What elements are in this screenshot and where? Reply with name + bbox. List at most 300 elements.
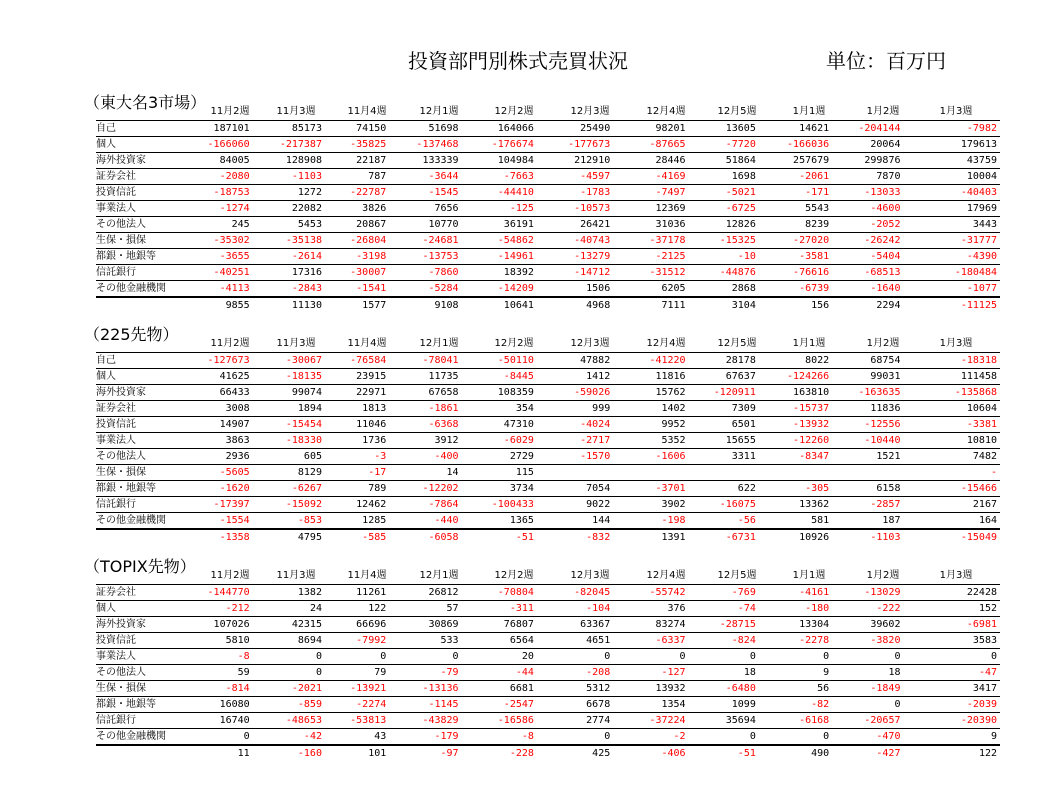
value-cell: -3701 (613, 481, 688, 497)
value-cell: -74 (689, 601, 759, 617)
value-cell: 0 (253, 665, 325, 681)
value-cell: 98201 (613, 121, 688, 137)
row-label: 海外投資家 (96, 385, 196, 401)
value-cell: 43759 (903, 153, 1000, 169)
value-cell: -305 (759, 481, 832, 497)
value-cell: -87665 (613, 137, 688, 153)
value-cell: -37224 (613, 713, 688, 729)
value-cell: 376 (613, 601, 688, 617)
row-label: 投資信託 (96, 185, 196, 201)
value-cell: 18392 (462, 265, 537, 281)
value-cell: -470 (832, 729, 903, 746)
value-cell: -26804 (325, 233, 389, 249)
value-cell: -6368 (389, 417, 461, 433)
value-cell: 11046 (325, 417, 389, 433)
value-cell: -97 (389, 745, 461, 761)
row-label: 証券会社 (96, 169, 196, 185)
total-row (96, 745, 1000, 761)
value-cell: 30869 (389, 617, 461, 633)
column-header: 12月3週 (570, 570, 610, 581)
row-label (96, 529, 196, 545)
value-cell (759, 465, 832, 481)
value-cell: -15325 (689, 233, 759, 249)
table-row (96, 249, 1000, 265)
column-header: 11月3週 (276, 570, 316, 581)
value-cell: -2039 (903, 697, 1000, 713)
value-cell: 63367 (537, 617, 613, 633)
data-table (96, 352, 1000, 545)
value-cell: -15092 (253, 497, 325, 513)
value-cell: -1570 (537, 449, 613, 465)
total-row (96, 297, 1000, 313)
section-title: （東大名3市場） (84, 93, 207, 112)
value-cell: 76807 (462, 617, 537, 633)
column-header: 11月2週 (210, 570, 250, 581)
value-cell: 1099 (689, 697, 759, 713)
value-cell: 11130 (253, 297, 325, 313)
row-label: 証券会社 (96, 401, 196, 417)
value-cell: 43 (325, 729, 389, 746)
value-cell: 6501 (689, 417, 759, 433)
value-cell: 164066 (462, 121, 537, 137)
value-cell: 1521 (832, 449, 903, 465)
value-cell: -13932 (759, 417, 832, 433)
value-cell (537, 465, 613, 481)
table-row (96, 185, 1000, 201)
value-cell: -7663 (462, 169, 537, 185)
value-cell: 3311 (689, 449, 759, 465)
value-cell: 1285 (325, 513, 389, 530)
table-row (96, 281, 1000, 298)
row-label: 個人 (96, 369, 196, 385)
table-row (96, 649, 1000, 665)
column-header: 12月5週 (717, 106, 757, 117)
value-cell: 66696 (325, 617, 389, 633)
value-cell: -10573 (537, 201, 613, 217)
value-cell: 14 (389, 465, 461, 481)
value-cell: -4390 (903, 249, 1000, 265)
value-cell: -12556 (832, 417, 903, 433)
column-header: 11月2週 (210, 106, 250, 117)
value-cell: -18330 (253, 433, 325, 449)
value-cell: -814 (196, 681, 252, 697)
value-cell: 20064 (832, 137, 903, 153)
row-label: 生保・損保 (96, 681, 196, 697)
value-cell: -3 (325, 449, 389, 465)
value-cell: 84005 (196, 153, 252, 169)
value-cell: -427 (832, 745, 903, 761)
value-cell: 16740 (196, 713, 252, 729)
value-cell: -15049 (903, 529, 1000, 545)
value-cell: 3417 (903, 681, 1000, 697)
value-cell: 605 (253, 449, 325, 465)
value-cell: -6029 (462, 433, 537, 449)
value-cell: -35302 (196, 233, 252, 249)
value-cell: -24681 (389, 233, 461, 249)
value-cell: 0 (389, 649, 461, 665)
value-cell: -16075 (689, 497, 759, 513)
value-cell: 17316 (253, 265, 325, 281)
value-cell: 51864 (689, 153, 759, 169)
value-cell: 5352 (613, 433, 688, 449)
value-cell: - (903, 465, 1000, 481)
value-cell: -824 (689, 633, 759, 649)
column-header: 1月1週 (792, 338, 826, 349)
value-cell: -1620 (196, 481, 252, 497)
value-cell: 581 (759, 513, 832, 530)
value-cell: 11735 (389, 369, 461, 385)
table-row (96, 169, 1000, 185)
value-cell: 99074 (253, 385, 325, 401)
value-cell: -4597 (537, 169, 613, 185)
value-cell: 8694 (253, 633, 325, 649)
row-label: その他金融機関 (96, 513, 196, 530)
table-row (96, 513, 1000, 530)
value-cell: 7656 (389, 201, 461, 217)
value-cell: -8347 (759, 449, 832, 465)
value-cell: 122 (903, 745, 1000, 761)
value-cell: -2278 (759, 633, 832, 649)
value-cell: -127673 (196, 353, 252, 369)
row-label: 海外投資家 (96, 617, 196, 633)
value-cell: 6564 (462, 633, 537, 649)
column-header: 12月2週 (494, 570, 534, 581)
value-cell: -135868 (903, 385, 1000, 401)
value-cell: 163810 (759, 385, 832, 401)
value-cell: -5605 (196, 465, 252, 481)
value-cell: -51 (462, 529, 537, 545)
value-cell: -12260 (759, 433, 832, 449)
table-row (96, 217, 1000, 233)
value-cell: -40403 (903, 185, 1000, 201)
value-cell: -20657 (832, 713, 903, 729)
value-cell: 490 (759, 745, 832, 761)
value-cell: 9 (903, 729, 1000, 746)
value-cell: -2614 (253, 249, 325, 265)
value-cell: 36191 (462, 217, 537, 233)
value-cell: -1358 (196, 529, 252, 545)
value-cell: 3826 (325, 201, 389, 217)
value-cell (832, 465, 903, 481)
value-cell: -16586 (462, 713, 537, 729)
row-label: 投資信託 (96, 417, 196, 433)
value-cell: -48653 (253, 713, 325, 729)
value-cell: -4600 (832, 201, 903, 217)
value-cell: -4161 (759, 585, 832, 601)
value-cell: 1894 (253, 401, 325, 417)
value-cell: 101 (325, 745, 389, 761)
value-cell: -2061 (759, 169, 832, 185)
row-label: 生保・損保 (96, 465, 196, 481)
value-cell: -20390 (903, 713, 1000, 729)
value-cell (689, 465, 759, 481)
value-cell: -1849 (832, 681, 903, 697)
value-cell: 5543 (759, 201, 832, 217)
value-cell: 245 (196, 217, 252, 233)
column-header: 11月3週 (276, 338, 316, 349)
value-cell: -4024 (537, 417, 613, 433)
value-cell: -144770 (196, 585, 252, 601)
value-cell: -217387 (253, 137, 325, 153)
row-label: 個人 (96, 601, 196, 617)
value-cell: -1541 (325, 281, 389, 298)
value-cell: -2274 (325, 697, 389, 713)
value-cell: 0 (832, 649, 903, 665)
value-cell: -6725 (689, 201, 759, 217)
value-cell: -208 (537, 665, 613, 681)
column-header-row (96, 106, 1000, 120)
value-cell: 354 (462, 401, 537, 417)
value-cell: 4651 (537, 633, 613, 649)
table-row (96, 665, 1000, 681)
value-cell: 8129 (253, 465, 325, 481)
value-cell: -2080 (196, 169, 252, 185)
value-cell: -30067 (253, 353, 325, 369)
value-cell: 122 (325, 601, 389, 617)
value-cell: -43829 (389, 713, 461, 729)
value-cell: -228 (462, 745, 537, 761)
value-cell: 57 (389, 601, 461, 617)
value-cell: 14621 (759, 121, 832, 137)
value-cell: 1577 (325, 297, 389, 313)
value-cell: -14961 (462, 249, 537, 265)
value-cell: -1545 (389, 185, 461, 201)
value-cell: -1606 (613, 449, 688, 465)
value-cell: -7860 (389, 265, 461, 281)
value-cell: 47310 (462, 417, 537, 433)
value-cell: -55742 (613, 585, 688, 601)
value-cell: -17 (325, 465, 389, 481)
value-cell: -1145 (389, 697, 461, 713)
table-row (96, 481, 1000, 497)
row-label: 信託銀行 (96, 497, 196, 513)
value-cell: -76584 (325, 353, 389, 369)
value-cell: 42315 (253, 617, 325, 633)
value-cell: -2843 (253, 281, 325, 298)
value-cell: 9108 (389, 297, 461, 313)
row-label: 都銀・地銀等 (96, 697, 196, 713)
value-cell: 144 (537, 513, 613, 530)
value-cell: 7054 (537, 481, 613, 497)
value-cell: 0 (759, 649, 832, 665)
value-cell: 0 (832, 697, 903, 713)
value-cell: 39602 (832, 617, 903, 633)
value-cell: 5453 (253, 217, 325, 233)
value-cell: -171 (759, 185, 832, 201)
value-cell: -6058 (389, 529, 461, 545)
table-row (96, 121, 1000, 137)
value-cell: -769 (689, 585, 759, 601)
value-cell: -832 (537, 529, 613, 545)
value-cell: 41625 (196, 369, 252, 385)
row-label: 事業法人 (96, 649, 196, 665)
value-cell: 187101 (196, 121, 252, 137)
value-cell: 107026 (196, 617, 252, 633)
value-cell: 35694 (689, 713, 759, 729)
value-cell: 6158 (832, 481, 903, 497)
column-header: 12月4週 (646, 570, 686, 581)
value-cell: -2857 (832, 497, 903, 513)
value-cell: -166036 (759, 137, 832, 153)
value-cell: -44410 (462, 185, 537, 201)
value-cell: -13136 (389, 681, 461, 697)
column-header: 1月3週 (939, 338, 973, 349)
value-cell: 164 (903, 513, 1000, 530)
row-label: 自己 (96, 353, 196, 369)
value-cell: 12462 (325, 497, 389, 513)
value-cell: -1103 (253, 169, 325, 185)
value-cell: -6480 (689, 681, 759, 697)
value-cell: 26812 (389, 585, 461, 601)
value-cell: -7982 (903, 121, 1000, 137)
value-cell: 0 (325, 649, 389, 665)
value-cell: 67658 (389, 385, 461, 401)
value-cell: 10641 (462, 297, 537, 313)
row-label: 海外投資家 (96, 153, 196, 169)
row-label: その他金融機関 (96, 729, 196, 746)
value-cell: -3644 (389, 169, 461, 185)
column-header: 12月1週 (419, 338, 459, 349)
value-cell: 1412 (537, 369, 613, 385)
value-cell: -177673 (537, 137, 613, 153)
value-cell: -2 (613, 729, 688, 746)
table-row (96, 585, 1000, 601)
value-cell: -7864 (389, 497, 461, 513)
value-cell: 787 (325, 169, 389, 185)
value-cell: -124266 (759, 369, 832, 385)
table-row (96, 633, 1000, 649)
value-cell: 2774 (537, 713, 613, 729)
value-cell: -28715 (689, 617, 759, 633)
value-cell: -7720 (689, 137, 759, 153)
value-cell: 152 (903, 601, 1000, 617)
value-cell: 104984 (462, 153, 537, 169)
value-cell: -79 (389, 665, 461, 681)
value-cell: 12826 (689, 217, 759, 233)
value-cell: -11125 (903, 297, 1000, 313)
row-label: 個人 (96, 137, 196, 153)
value-cell: -50110 (462, 353, 537, 369)
value-cell: -15466 (903, 481, 1000, 497)
value-cell: -6337 (613, 633, 688, 649)
column-header: 12月5週 (717, 338, 757, 349)
value-cell: 23915 (325, 369, 389, 385)
value-cell: 31036 (613, 217, 688, 233)
value-cell: -853 (253, 513, 325, 530)
table-row (96, 465, 1000, 481)
value-cell: 0 (689, 729, 759, 746)
column-header: 12月1週 (419, 106, 459, 117)
column-header: 1月2週 (866, 570, 900, 581)
value-cell: 13932 (613, 681, 688, 697)
value-cell: 15655 (689, 433, 759, 449)
value-cell: -1554 (196, 513, 252, 530)
value-cell: -6981 (903, 617, 1000, 633)
value-cell: -13279 (537, 249, 613, 265)
value-cell: -3820 (832, 633, 903, 649)
value-cell: -12202 (389, 481, 461, 497)
value-cell: -212 (196, 601, 252, 617)
value-cell: -56 (689, 513, 759, 530)
row-label: 信託銀行 (96, 265, 196, 281)
value-cell: 425 (537, 745, 613, 761)
value-cell: 3863 (196, 433, 252, 449)
value-cell: 0 (253, 649, 325, 665)
value-cell: 9855 (196, 297, 252, 313)
value-cell: 1506 (537, 281, 613, 298)
value-cell: -35825 (325, 137, 389, 153)
value-cell: 17969 (903, 201, 1000, 217)
value-cell: -6739 (759, 281, 832, 298)
value-cell: 4968 (537, 297, 613, 313)
value-cell: -4169 (613, 169, 688, 185)
value-cell: 20 (462, 649, 537, 665)
value-cell: 12369 (613, 201, 688, 217)
value-cell: -18753 (196, 185, 252, 201)
value-cell: 187 (832, 513, 903, 530)
value-cell: -1103 (832, 529, 903, 545)
value-cell: 18 (689, 665, 759, 681)
value-cell: 18 (832, 665, 903, 681)
value-cell: 1736 (325, 433, 389, 449)
value-cell: 533 (389, 633, 461, 649)
value-cell: 22082 (253, 201, 325, 217)
value-cell: 3104 (689, 297, 759, 313)
value-cell: -17397 (196, 497, 252, 513)
column-header: 11月4週 (347, 106, 387, 117)
value-cell: 11836 (832, 401, 903, 417)
value-cell: -1783 (537, 185, 613, 201)
value-cell: 16080 (196, 697, 252, 713)
value-cell: 2868 (689, 281, 759, 298)
value-cell: 2167 (903, 497, 1000, 513)
column-header: 1月3週 (939, 570, 973, 581)
column-header: 12月1週 (419, 570, 459, 581)
column-header: 11月4週 (347, 570, 387, 581)
value-cell: 14907 (196, 417, 252, 433)
value-cell: -179 (389, 729, 461, 746)
data-table (96, 120, 1000, 313)
value-cell: -859 (253, 697, 325, 713)
value-cell: 2294 (832, 297, 903, 313)
value-cell: 6681 (462, 681, 537, 697)
value-cell: 1272 (253, 185, 325, 201)
value-cell: 2729 (462, 449, 537, 465)
row-label: 事業法人 (96, 201, 196, 217)
table-row (96, 601, 1000, 617)
section-title: （225先物） (84, 325, 179, 344)
row-label: その他金融機関 (96, 281, 196, 298)
table-row (96, 417, 1000, 433)
row-label: その他法人 (96, 217, 196, 233)
value-cell: -82045 (537, 585, 613, 601)
value-cell: 8022 (759, 353, 832, 369)
value-cell: -176674 (462, 137, 537, 153)
total-row (96, 529, 1000, 545)
column-header: 12月2週 (494, 106, 534, 117)
table-row (96, 713, 1000, 729)
value-cell: -41220 (613, 353, 688, 369)
row-label: 信託銀行 (96, 713, 196, 729)
value-cell: 0 (196, 729, 252, 746)
value-cell: -27020 (759, 233, 832, 249)
value-cell: -18318 (903, 353, 1000, 369)
value-cell: 24 (253, 601, 325, 617)
value-cell: -26242 (832, 233, 903, 249)
column-header: 1月3週 (939, 106, 973, 117)
value-cell: -7992 (325, 633, 389, 649)
table-row (96, 385, 1000, 401)
